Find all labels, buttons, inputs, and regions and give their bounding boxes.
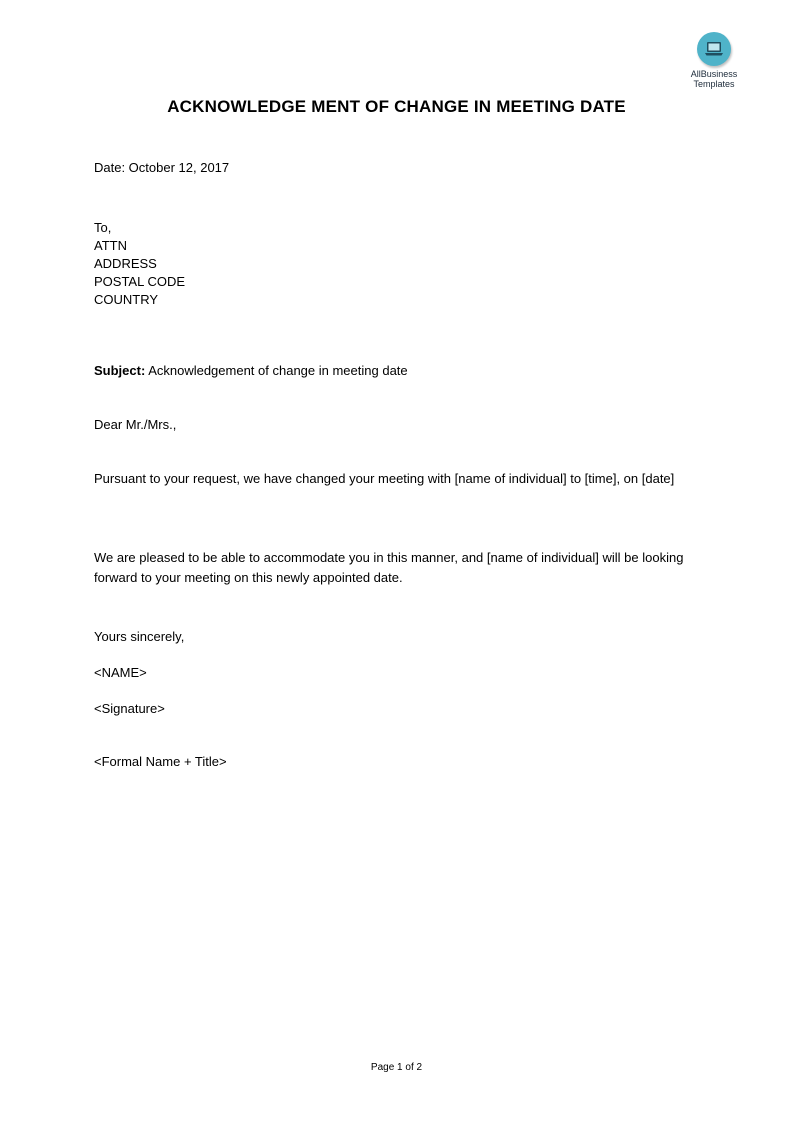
- subject-label: Subject:: [94, 363, 146, 378]
- closing: Yours sincerely,: [94, 629, 185, 644]
- subject-text: Acknowledgement of change in meeting date: [145, 363, 408, 378]
- allbusiness-templates-logo[interactable]: [680, 32, 748, 89]
- address-postal-code: POSTAL CODE: [94, 274, 186, 289]
- sender-formal-name-title: <Formal Name + Title>: [94, 754, 227, 769]
- page-number: Page 1 of 2: [370, 1062, 423, 1073]
- letter-date: Date: October 12, 2017: [94, 160, 230, 175]
- logo-line-1: AllBusiness: [690, 69, 738, 79]
- logo-text: [680, 69, 748, 89]
- address-attn: ATTN: [94, 238, 127, 253]
- salutation: Dear Mr./Mrs.,: [94, 417, 177, 432]
- logo-badge: [697, 32, 731, 66]
- laptop-icon: [704, 40, 724, 58]
- address-country: COUNTRY: [94, 292, 159, 307]
- paragraph-request: Pursuant to your request, we have changed your meeting with [name of individual] to [time], on [date]: [94, 471, 675, 486]
- subject-line: [94, 362, 408, 380]
- document-title: ACKNOWLEDGE MENT OF CHANGE IN MEETING DATE: [167, 97, 626, 116]
- address-line: ADDRESS: [94, 256, 157, 271]
- sender-name: <NAME>: [94, 665, 147, 680]
- logo-line-2: Templates: [693, 79, 735, 89]
- sender-signature: <Signature>: [94, 701, 165, 716]
- address-to: To,: [94, 220, 112, 235]
- paragraph-accommodate: We are pleased to be able to accommodate you in this manner, and [name of individual] will be looking forward to your meeting on this newly appointed date.: [94, 550, 684, 585]
